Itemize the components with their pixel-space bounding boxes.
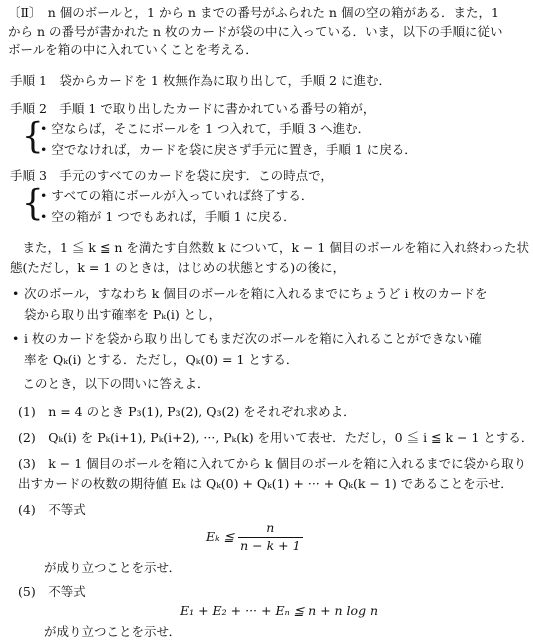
brace-icon: { [22, 115, 44, 157]
definition [10, 238, 529, 278]
question-4-tail: が成り立つことを示せ． [44, 560, 182, 575]
intro-line-2: から n の番号が書かれた n 枚のカードが袋の中に入っている．いま，以下の手順に従い [8, 23, 503, 39]
question-5-label: (5) 不等式 [18, 584, 86, 599]
question-5-conclusion [18, 622, 464, 642]
question-4-inequality [206, 520, 303, 555]
bullet-q-line-2: 率を Qₖ(i) とする．ただし，Qₖ(0) = 1 とする． [24, 352, 299, 367]
brace-icon: { [22, 182, 44, 224]
bullet-probability-q [24, 328, 482, 370]
bullet-q-line-1: • i 枚のカードを袋から取り出してもまだ次のボールを箱に入れることができない確 [24, 331, 482, 346]
question-1-text: (1) n = 4 のとき P₃(1), P₃(2), Q₃(2) をそれぞれ求めよ． [18, 404, 356, 419]
question-4-conclusion [18, 558, 464, 578]
step-1: 手順 1 袋からカードを 1 枚無作為に取り出して，手順 2 に進む． [10, 73, 391, 88]
question-2-text: (2) Qₖ(i) を Pₖ(i+1), Pₖ(i+2), ···, Pₖ(k) を用いて表せ．ただし，0 ≦ i ≦ k − 1 とする． [18, 430, 533, 445]
question-5-tail: が成り立つことを示せ． [44, 624, 182, 639]
step-3-option-b: • 空の箱が 1 つでもあれば，手順 1 に戻る． [40, 206, 313, 227]
fraction [238, 520, 302, 555]
question-4-label: (4) 不等式 [18, 502, 86, 517]
question-5 [18, 582, 464, 602]
problem-intro [8, 4, 503, 60]
definition-line-2: 態(ただし，k = 1 のときは，はじめの状態とする)の後に， [10, 260, 346, 275]
question-1 [18, 402, 464, 422]
step-2-option-a: • 空ならば，そこにボールを 1 つ入れて，手順 3 へ進む． [40, 118, 417, 139]
step-2: 手順 2 手順 1 で取り出したカードに書かれている番号の箱が， [10, 101, 376, 116]
inequality-lhs: Eₖ ≦ [206, 528, 235, 544]
step-2-option-b: • 空でなければ，カードを袋に戻さず手元に置き，手順 1 に戻る． [40, 139, 417, 160]
instruction: このとき，以下の問いに答えよ． [10, 376, 210, 391]
question-3 [18, 454, 527, 494]
step-3-option-a: • すべての箱にボールが入っていれば終了する． [40, 185, 313, 206]
question-5-inequality: E₁ + E₂ + ··· + Eₙ ≦ n + n log n [180, 603, 379, 618]
intro-line-1: 〔Ⅱ〕 n 個のボールと，1 から n までの番号がふられた n 個の空の箱がある．また，1 [8, 5, 499, 20]
fraction-denominator: n − k + 1 [240, 537, 301, 553]
step-2-options [22, 115, 417, 160]
question-4 [18, 500, 464, 520]
bullet-probability-p [24, 283, 488, 325]
bullet-p-line-2: 袋から取り出す確率を Pₖ(i) とし， [24, 307, 222, 322]
definition-line-1: また，1 ≦ k ≦ n を満たす自然数 k について，k − 1 個目のボールを箱に入れ終わった状 [10, 240, 529, 255]
fraction-numerator: n [266, 520, 275, 535]
bullet-p-line-1: • 次のボール，すなわち k 個目のボールを箱に入れるまでにちょうど i 枚のカードを [24, 286, 488, 301]
intro-line-3: ボールを箱の中に入れていくことを考える． [8, 42, 258, 57]
question-3-line-1: (3) k − 1 個目のボールを箱に入れてから k 個目のボールを箱に入れるまでに袋から取り [18, 456, 527, 471]
question-3-line-2: 出すカードの枚数の期待値 Eₖ は Qₖ(0) + Qₖ(1) + ··· + Qₖ(k − 1) であることを示せ． [18, 476, 513, 491]
step-3-options [22, 182, 314, 227]
step-3: 手順 3 手元のすべてのカードを袋に戻す．この時点で， [10, 168, 333, 183]
question-2 [18, 428, 533, 448]
